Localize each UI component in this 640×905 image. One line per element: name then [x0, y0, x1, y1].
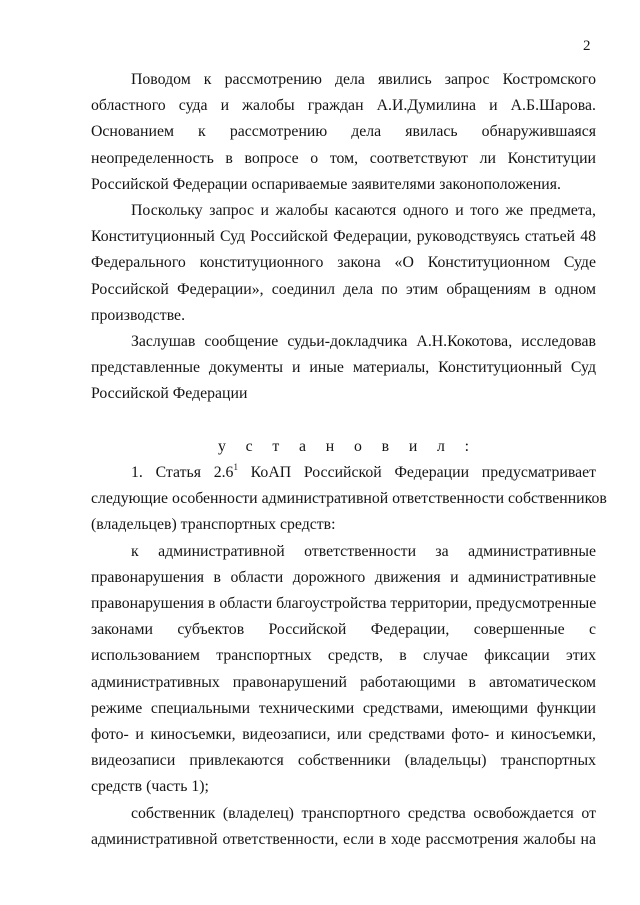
section-heading: у с т а н о в и л : [217, 437, 477, 455]
text-line: следующие особенности административной ответственности собственников [91, 490, 607, 508]
article-superscript: 1 [233, 462, 238, 473]
paragraph-grounds [91, 67, 596, 198]
text-line: Заслушав сообщение судьи-докладчика А.Н.Кокотова, исследовав [131, 333, 596, 351]
text-line: видеозаписи привлекаются собственники (владельцы) транспортных [91, 752, 596, 770]
document-body [91, 67, 607, 853]
text-line: собственник (владелец) транспортного средства освобождается от [131, 804, 596, 822]
article-end: КоАП Российской Федерации предусматривает [237, 464, 596, 482]
paragraph-hearing [91, 329, 596, 408]
text-line: средств (часть 1); [91, 778, 209, 796]
text-line: (владельцев) транспортных средств: [91, 516, 336, 534]
text-line: Конституционный Суд Российской Федерации, руководствуясь статьей 48 [91, 228, 596, 246]
article-start: 1. Статья 2.6 [131, 464, 234, 482]
text-line: представленные документы и иные материалы, Конституционный Суд [91, 359, 596, 377]
text-line: Поскольку запрос и жалобы касаются одного и того же предмета, [131, 202, 596, 220]
text-line: законами субъектов Российской Федерации, совершенные с [91, 621, 596, 639]
text-line: неопределенность в вопросе о том, соответствуют ли Конституции [91, 149, 596, 167]
text-line: правонарушения в области дорожного движения и административные [91, 568, 596, 586]
blank-line [91, 408, 596, 434]
page-number: 2 [583, 38, 591, 54]
text-line: областного суда и жалобы граждан А.И.Думилина и А.Б.Шарова. [91, 97, 596, 115]
text-line: Российской Федерации [91, 385, 248, 403]
text-line: производстве. [91, 306, 186, 324]
text-line: фото- и киносъемки, видеозаписи, или средствами фото- и киносъемки, [91, 726, 596, 744]
text-line: Поводом к рассмотрению дела явились запрос Костромского [131, 71, 596, 88]
text-line [91, 460, 596, 486]
text-line: Основанием к рассмотрению дела явилась обнаружившаяся [91, 123, 596, 141]
text-line: правонарушения в области благоустройства территории, предусмотренные [91, 595, 597, 613]
text-line: использованием транспортных средств, в случае фиксации этих [91, 647, 596, 665]
paragraph-part1 [91, 539, 596, 801]
paragraph-article [91, 460, 607, 539]
paragraph-exemption [91, 801, 596, 853]
text-line: Федерального конституционного закона «О Конституционном Суде [91, 254, 596, 272]
text-line: Российской Федерации», соединил дела по этим обращениям в одном [91, 280, 596, 298]
text-line: административных правонарушений работающими в автоматическом [91, 673, 596, 691]
text-line: административной ответственности, если в ходе рассмотрения жалобы на [91, 830, 596, 848]
text-line: режиме специальными техническими средствами, имеющими функции [91, 699, 596, 717]
paragraph-joining [91, 198, 596, 329]
text-line: Российской Федерации оспариваемые заявителями законоположения. [91, 175, 561, 193]
text-line: к административной ответственности за административные [131, 542, 596, 560]
